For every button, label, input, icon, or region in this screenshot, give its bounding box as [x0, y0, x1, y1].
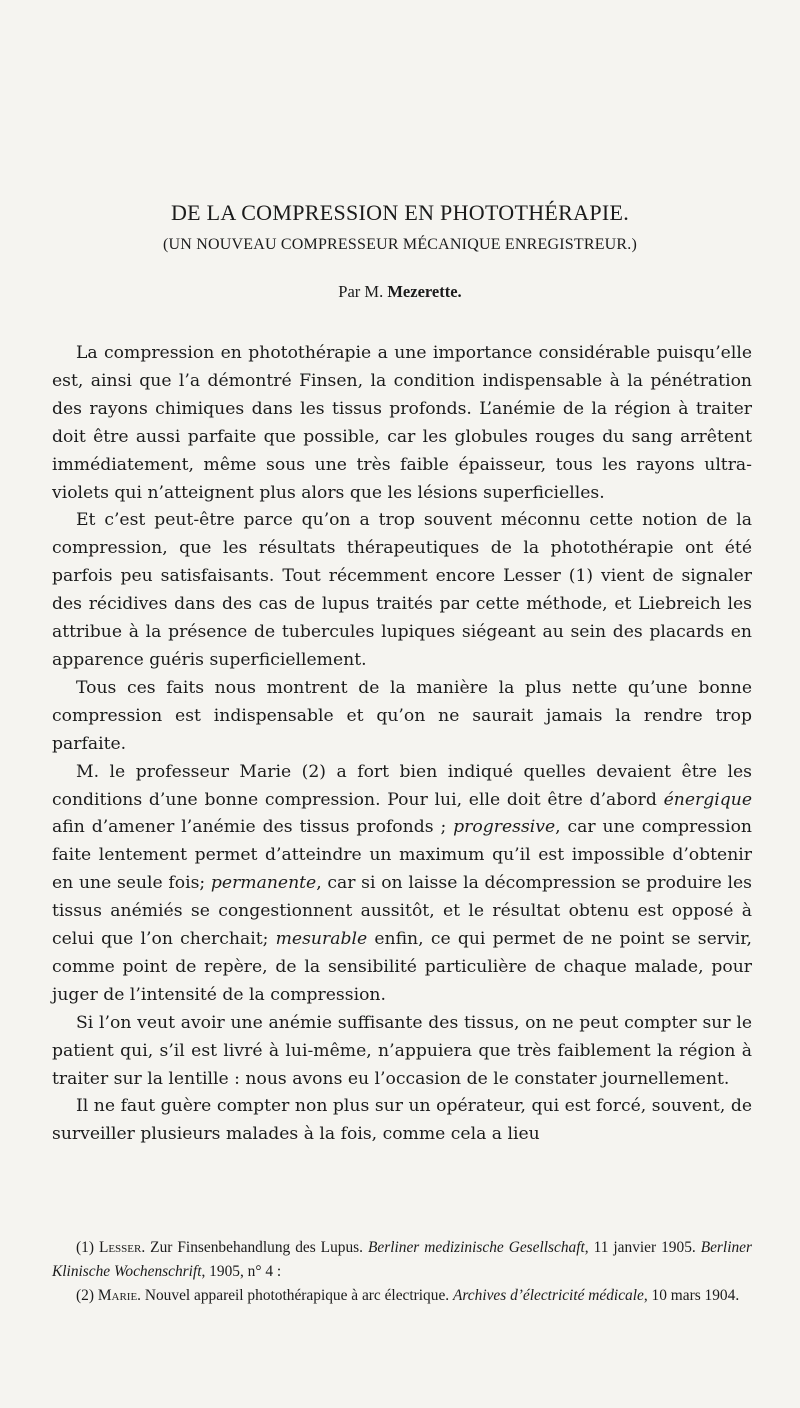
emphasis-progressive: progressive [453, 817, 556, 838]
byline-prefix: Par M. [338, 282, 384, 301]
paragraph-3: Tous ces faits nous montrent de la manière la plus nette qu’une bonne compression est indispensable et qu’on ne saurait jamais la rendre trop parfaite. [52, 677, 752, 754]
paragraph-1: La compression en photothérapie a une importance considérable puisqu’elle est, ainsi que l’a démontré Finsen, la condition indispensable à la pénétration des rayons chimiques dans les tissus profonds. L’anémie de la région à traiter doit être aussi parfaite que possible, car les globules rouges du sang arrêtent immédiatement, même sous une très faible épaisseur, tous les rayons ultra-violets qui n’atteignent plus alors que les lésions superficielles. [52, 343, 752, 503]
paragraph-2: Et c’est peut-être parce qu’on a trop souvent méconnu cette notion de la compression, que les résultats thérapeutiques de la photothérapie ont été parfois peu satisfaisants. Tout récemment encore Lesser (1) vient de signaler des récidives dans des cas de lupus traités par cette méthode, et Liebreich les attribue à la présence de tubercules lupiques siégeant au sein des placards en apparence guéris superficiellement. [52, 510, 752, 670]
footnote-text: . Nouvel appareil photothérapique à arc électrique. [137, 1286, 453, 1304]
paragraph-4-text: enfin, ce qui permet de ne point se servir, comme point de repère, de la sensibilité particulière de chaque malade, pour juger de l’intensité de la compression. [52, 929, 752, 1005]
footnote-text: , 10 mars 1904. [643, 1286, 740, 1304]
paragraph-5: Si l’on veut avoir une anémie suffisante des tissus, on ne peut compter sur le patient qui, s’il est livré à lui-même, n’appuiera que très faiblement la région à traiter sur la lentille : nous avons eu l’occasion de le constater journellement. [52, 1012, 752, 1089]
emphasis-mesurable: mesurable [275, 929, 368, 950]
paragraph-4 [52, 759, 752, 1010]
footnote-author: Lesser [98, 1239, 142, 1256]
article-body [52, 340, 752, 1149]
footnote-text: , 1905, n° 4 : [201, 1262, 282, 1280]
footnotes [52, 1236, 752, 1307]
footnote-text: . Zur Finsenbehandlung des Lupus. [141, 1239, 368, 1256]
paragraph-4-text: , car une compression faite lentement permet d’atteindre un maximum qu’il est impossible d’obtenir en une seule fois; [52, 817, 752, 894]
emphasis-energique: énergique [663, 789, 752, 810]
footnote-1 [52, 1236, 752, 1284]
article-subtitle: (UN NOUVEAU COMPRESSEUR MÉCANIQUE ENREGISTREUR.) [162, 236, 638, 253]
footnote-journal: Berliner medizinische Gesellschaft [367, 1239, 585, 1256]
footnote-marker: (2) [76, 1286, 94, 1304]
byline [0, 282, 800, 302]
paragraph-4-text: M. le professeur Marie (2) a fort bien indiqué quelles devaient être les conditions d’une bonne compression. Pour lui, elle doit être d’abord [52, 761, 752, 810]
footnote-text: , 11 janvier 1905. [584, 1239, 701, 1256]
footnote-author: Marie [97, 1286, 138, 1304]
footnote-journal: Berliner Klinische Wochenschrift [52, 1239, 752, 1280]
paragraph-6: Il ne faut guère compter non plus sur un opérateur, qui est forcé, souvent, de surveiller plusieurs malades à la fois, comme cela a lieu [52, 1096, 752, 1145]
paragraph-4-text: afin d’amener l’anémie des tissus profonds ; [52, 817, 454, 838]
article-title: DE LA COMPRESSION EN PHOTOTHÉRAPIE. [170, 200, 630, 225]
paragraph-4-text: , car si on laisse la décompression se produire les tissus anémiés se congestionnent aussitôt, et le résultat obtenu est opposé à celui que l’on cherchait; [52, 873, 753, 950]
footnote-2 [52, 1284, 752, 1308]
footnote-marker: (1) [76, 1239, 94, 1256]
emphasis-permanente: permanente [210, 873, 317, 894]
footnote-journal: Archives d’électricité médicale [452, 1286, 644, 1304]
author-name: Mezerette. [387, 282, 462, 301]
